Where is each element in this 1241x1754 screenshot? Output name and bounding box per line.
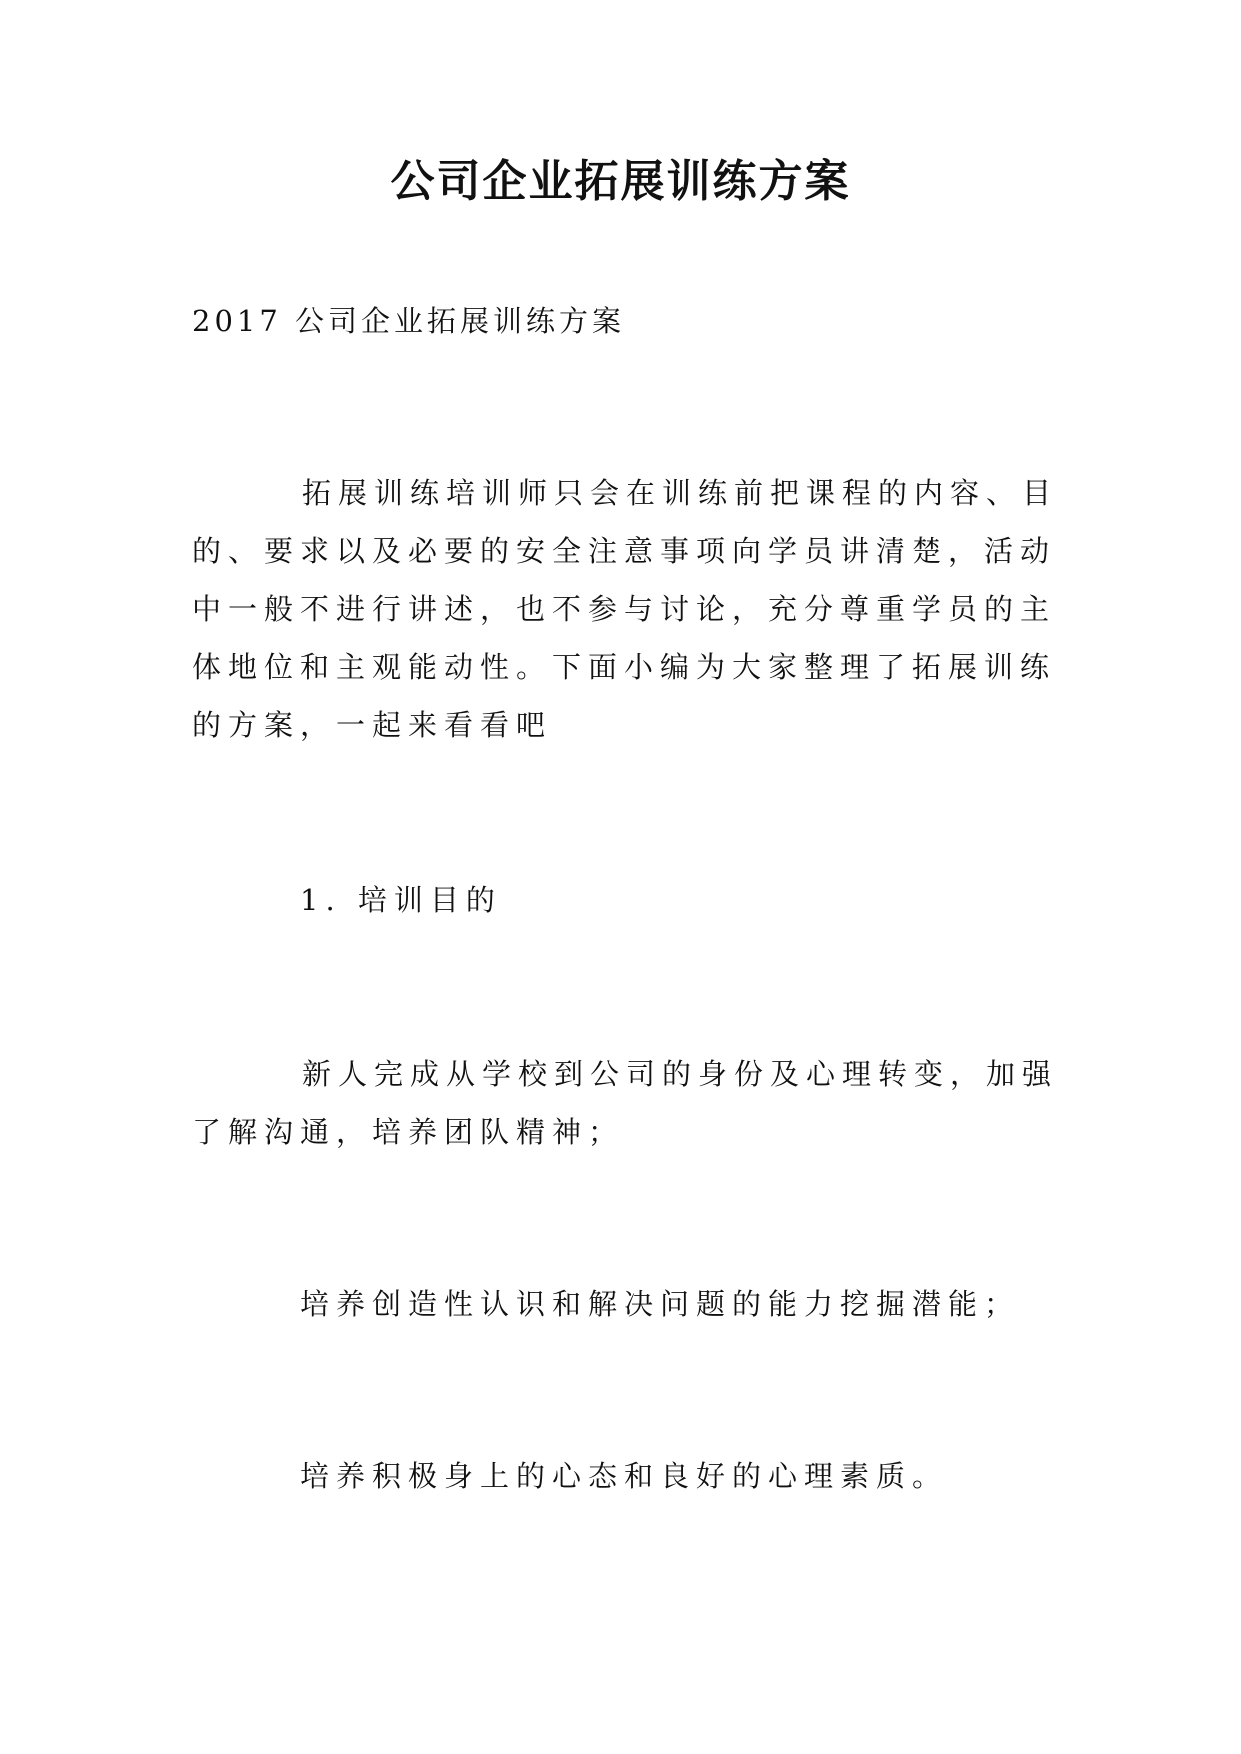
goal-paragraph-1: 新人完成从学校到公司的身份及心理转变，加强了解沟通，培养团队精神； — [192, 1057, 1059, 1149]
document-title: 公司企业拓展训练方案 — [390, 156, 851, 207]
section-heading-training-goals: 1. 培训目的 — [300, 883, 502, 917]
goal-paragraph-3: 培养积极身上的心态和良好的心理素质。 — [300, 1459, 949, 1493]
document-subtitle: 2017 公司企业拓展训练方案 — [192, 304, 626, 338]
intro-paragraph: 拓展训练培训师只会在训练前把课程的内容、目的、要求以及必要的安全注意事项向学员讲清楚，活动中一般不进行讲述，也不参与讨论，充分尊重学员的主体地位和主观能动性。下面小编为大家整理了拓展训练的方案，一起来看看吧 — [192, 476, 1059, 742]
goal-paragraph-2: 培养创造性认识和解决问题的能力挖掘潜能； — [300, 1287, 1021, 1321]
